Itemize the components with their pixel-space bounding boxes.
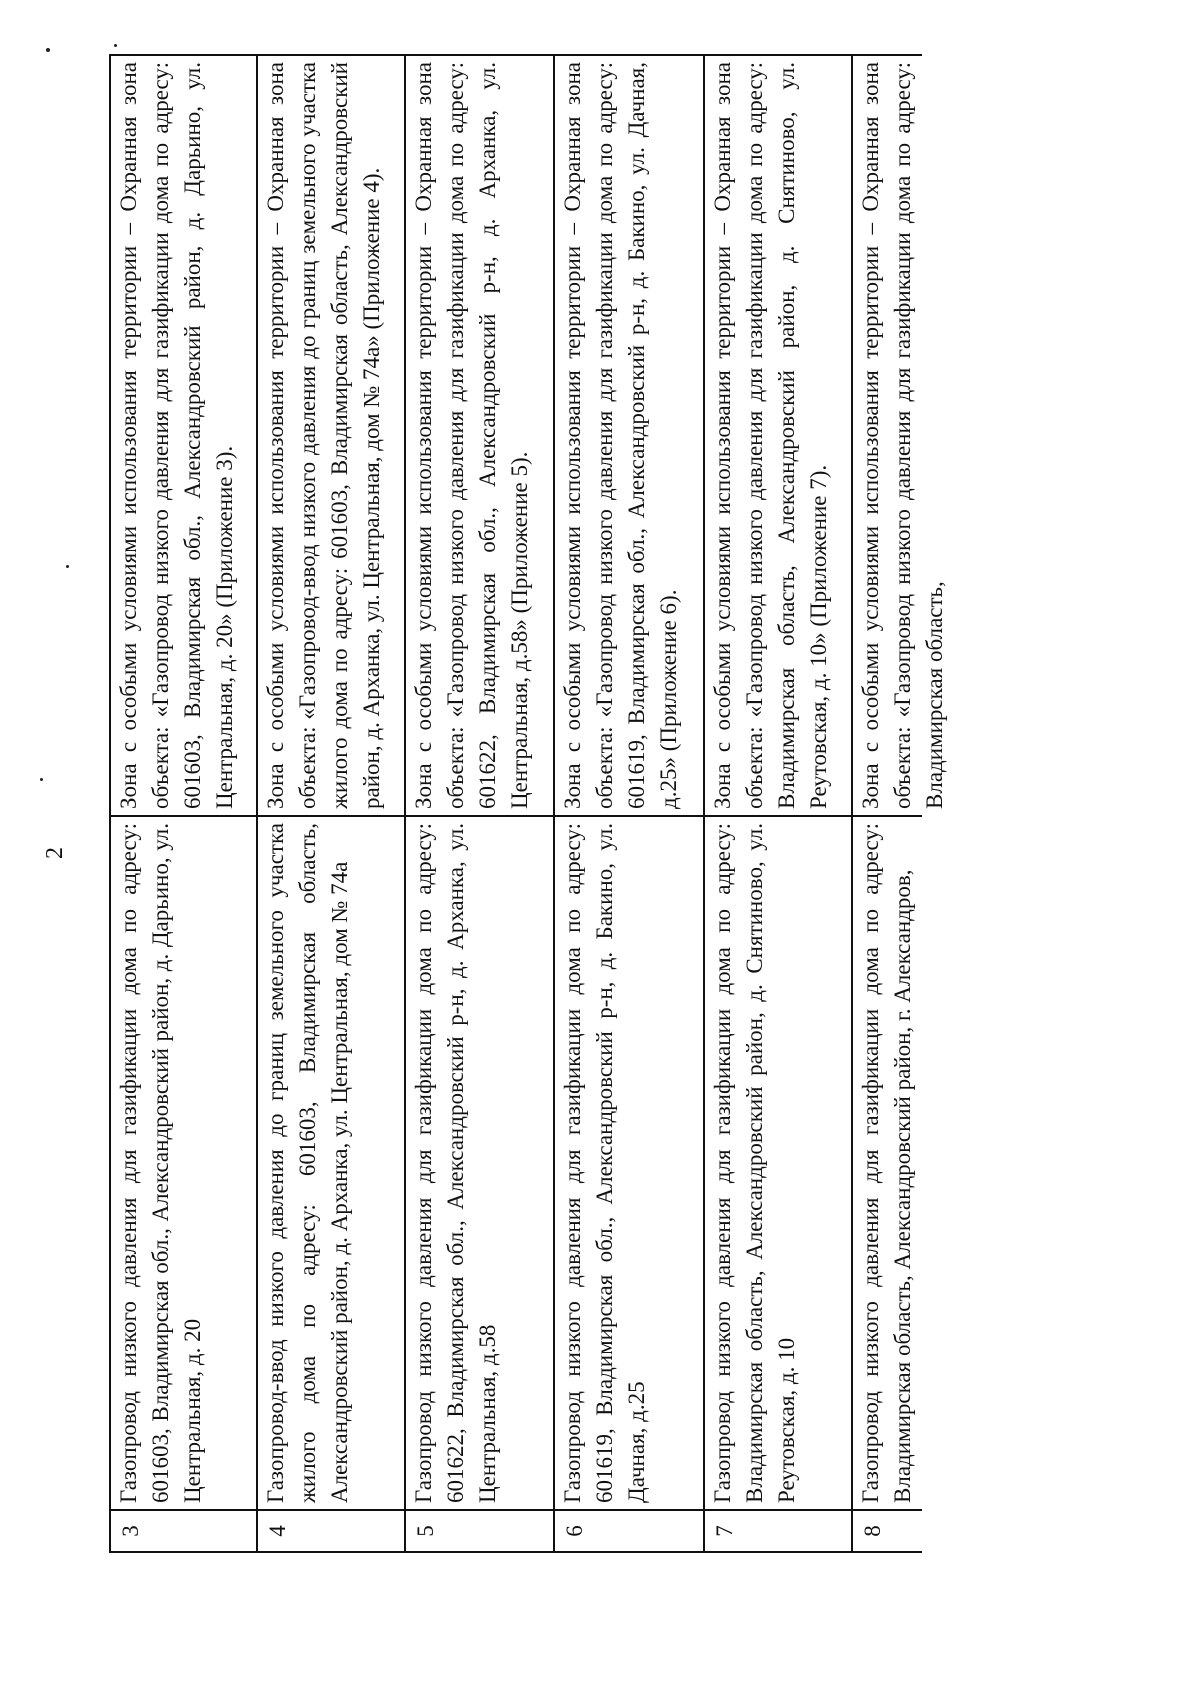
zone-description: Зона с особыми условиями использования территории – Охранная зона объекта: «Газопровод-ввод низкого давления до границ земельного участка жилого дома по адресу: 601603, Владимирская область, Александровский район, д. Арханка, ул. Центральная, дом № 74а» (Приложение 4). (257, 55, 405, 816)
row-number: 5 (405, 1510, 554, 1552)
zone-description: Зона с особыми условиями использования территории – Охранная зона объекта: «Газопровод низкого давления для газификации дома по адресу: 601603, Владимирская обл., Александровский район, д. Дарьино, ул. Центральная, д. 20» (Приложение 3). (110, 55, 257, 816)
row-number: 6 (554, 1510, 704, 1552)
zone-description (852, 55, 947, 816)
table-row (257, 55, 405, 1552)
object-description: Газопровод-ввод низкого давления до границ земельного участка жилого дома по адресу: 601603, Владимирская область, Александровский район, д. Арханка, ул. Центральная, дом № 74а (257, 816, 405, 1510)
row-number: 7 (704, 1510, 852, 1552)
table-row (110, 55, 257, 1552)
object-description: Газопровод низкого давления для газификации дома по адресу: 601622, Владимирская обл., Александровский р-н, д. Арханка, ул. Центральная, д.58 (405, 816, 554, 1510)
scan-speck (46, 48, 50, 52)
object-description (852, 816, 922, 1510)
object-description: Газопровод низкого давления для газификации дома по адресу: 601619, Владимирская обл., Александровский р-н, д. Бакино, ул. Дачная, д.25 (554, 816, 704, 1510)
object-description: Газопровод низкого давления для газификации дома по адресу: 601603, Владимирская обл., Александровский район, д. Дарьино, ул. Центральная, д. 20 (110, 816, 257, 1510)
row-number: 3 (110, 1510, 257, 1552)
object-description: Газопровод низкого давления для газификации дома по адресу: Владимирская область, Александровский район, д. Снятиново, ул. Реутовская, д. 10 (704, 816, 852, 1510)
protection-zones-table (109, 56, 1032, 1553)
zone-description: Зона с особыми условиями использования территории – Охранная зона объекта: «Газопровод низкого давления для газификации дома по адресу: 601622, Владимирская обл., Александровский р-н, д. Арханка, ул. Центральная, д.58» (Приложение 5). (405, 55, 554, 816)
table-row (852, 55, 922, 1552)
table-row (704, 55, 852, 1552)
scan-speck (114, 44, 117, 47)
page-number: 2 (42, 847, 68, 859)
object-description-text: Газопровод низкого давления для газификации дома по адресу: Владимирская область, Александровский район, г. Александров, (858, 823, 915, 1503)
scan-speck (40, 778, 43, 781)
row-number: 4 (257, 1510, 405, 1552)
zone-description: Зона с особыми условиями использования территории – Охранная зона объекта: «Газопровод низкого давления для газификации дома по адресу: Владимирская область, Александровский район, д. Снятиново, ул. Реутовская, д. 10» (Приложение 7). (704, 55, 852, 816)
table-row (554, 55, 704, 1552)
table-row (405, 55, 554, 1552)
scan-speck (66, 565, 69, 568)
zone-description-text: Зона с особыми условиями использования территории – Охранная зона объекта: «Газопровод низкого давления для газификации дома по адресу: Владимирская область, (858, 62, 947, 809)
zone-description: Зона с особыми условиями использования территории – Охранная зона объекта: «Газопровод низкого давления для газификации дома по адресу: 601619, Владимирская обл., Александровский р-н, д. Бакино, ул. Дачная, д.25» (Приложение 6). (554, 55, 704, 816)
row-number: 8 (852, 1510, 922, 1552)
